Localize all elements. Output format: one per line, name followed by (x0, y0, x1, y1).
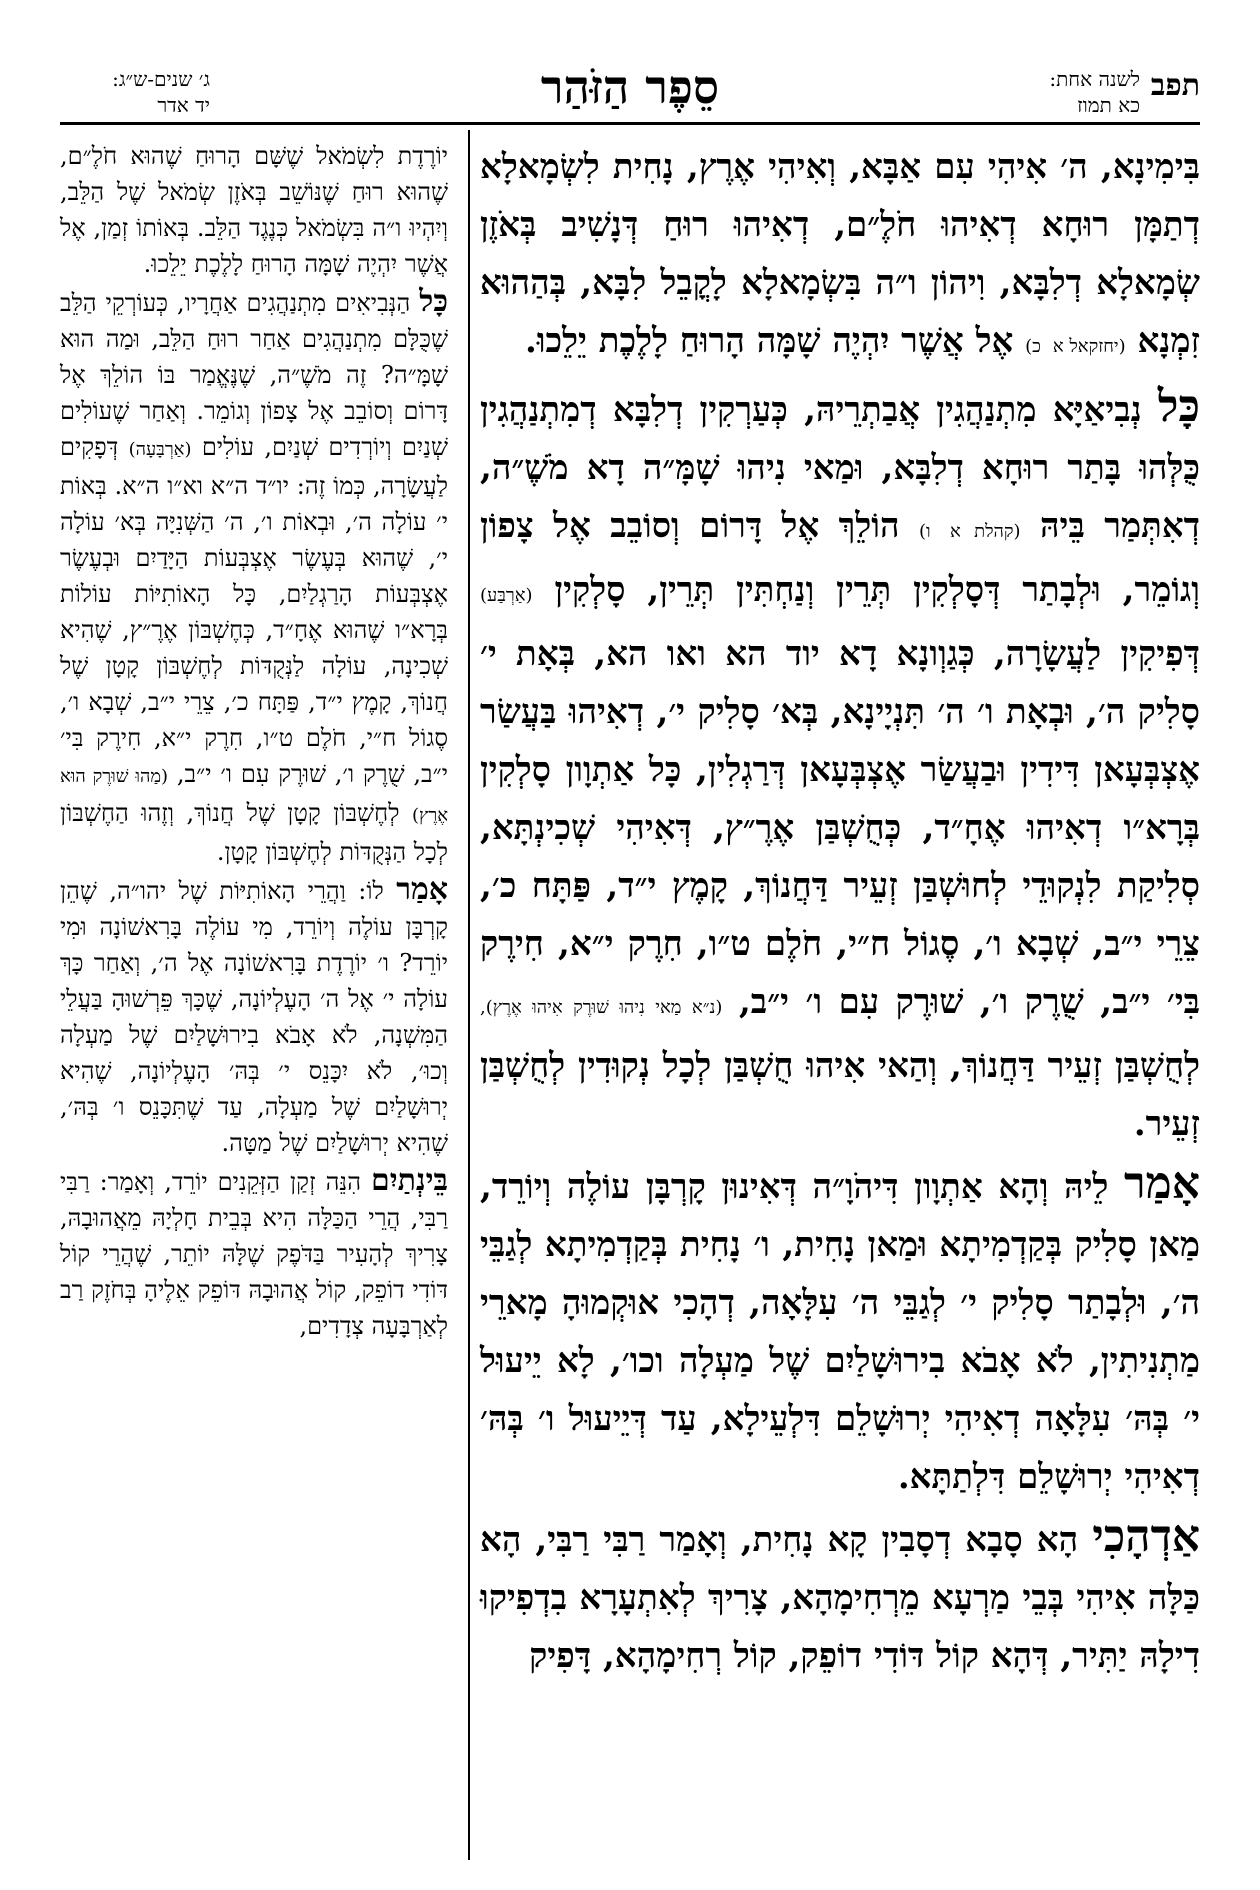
verse-number: ו) (918, 521, 931, 542)
translation-column (60, 138, 448, 1346)
source-reference: (קהלת א (950, 521, 1021, 542)
text-variant-note: (אַרְבַּע) (480, 585, 533, 606)
schedule-left-line1: ג׳ שנים-ש״ג: (112, 67, 210, 91)
page-number: תפב (1150, 68, 1200, 103)
opening-word: בֵּינְתַיִם (371, 1163, 448, 1198)
main-text-column (480, 138, 1200, 1687)
opening-word: כָּל (1157, 381, 1201, 432)
opening-word: כָּל (419, 284, 448, 319)
opening-word: אָמַר (396, 872, 448, 907)
verse-quote: אֶל אֲשֶׁר יִהְיֶה שָׁמָּה הָרוּחַ לָלֶכֶת יֵלֵכוּ. (525, 321, 1014, 361)
main-paragraph-1: בִּימִינָא, ה׳ אִיהִי עִם אַבָּא, וְאִיהִי אֶרֶץ, נָחִית לִשְׂמָאלָא דְתַמָּן רוּחָא דְאִיהוּ חֹלֶ״ם, דְאִיהוּ רוּחַ דְּנָשִׁיב בְּאֹזֶן שְׂמָאלָא דְלִבָּא, וִיהוֹן ו״ה בִּשְׂמָאלָא לָקֳבֵל לִבָּא, בְּהַהוּא זִמְנָא (יחזקאל א כ) אֶל אֲשֶׁר יִהְיֶה שָׁמָּה הָרוּחַ לָלֶכֶת יֵלֵכוּ. (480, 147, 1200, 361)
column-divider (468, 130, 470, 1860)
schedule-right-line1: לשנה אחת: (1049, 67, 1140, 91)
opening-word: אָמַר (1124, 1158, 1200, 1209)
text-variant-note: (נ״א מַאי נִיהוּ שׁוּרֶק אִיהוּ אֶרֶץ), (480, 997, 723, 1018)
translation-paragraph-4: בֵּינְתַיִם הִנֵּה זְקַן הַזְּקֵנִים יוֹרֵד, וְאָמַר: רַבִּי רַבִּי, הֲרֵי הַכַּלָּה הִיא בְּבֵית חָלְיָהּ מֵאֲהוּבָהּ, צָרִיךְ לְהָעִיר בַּדֹּפֶק שֶׁלָּהּ יוֹתֵר, שֶׁהֲרֵי קוֹל דּוֹדִי דוֹפֵק, קוֹל אֲהוּבָהּ דּוֹפֵק אֵלֶיהָ בְּחֹזֶק רַב לְאַרְבָּעָה צְדָדִים, (60, 1163, 448, 1340)
translation-paragraph-2: כָּל הַנְּבִיאִים מִתְנַהֲגִים אַחֲרָיו, כְּעוֹרְקֵי הַלֵּב שֶׁכֻּלָּם מִתְנַהֲגִים אַחַר רוּחַ הַלֵּב, וּמַה הוּא שָׁמָּ״ה? זֶה מֹשֶׁ״ה, שֶׁנֶּאֱמַר בּוֹ הוֹלֵךְ אֶל דָּרוֹם וְסוֹבֵב אֶל צָפוֹן וְגוֹמֵר. וְאַחַר שֶׁעוֹלִים שְׁנַיִם וְיוֹרְדִים שְׁנַיִם, עוֹלִים (אַרְבָּעָה) דְּפָקִים לַעֲשָׂרָה, כְּמוֹ זֶה: יו״ד ה״א וא״ו ה״א. בְּאוֹת י׳ עוֹלָה ה׳, וּבְאוֹת ו׳, ה׳ הַשְּׁנִיָּה בְּא׳ עוֹלָה י׳, שֶׁהוּא בְּעֶשֶׂר אֶצְבְּעוֹת הַיָּדַיִם וּבְעֶשֶׂר אֶצְבְּעוֹת הָרַגְלַיִם, כָּל הָאוֹתִיּוֹת עוֹלוֹת בְּרָא״ו שֶׁהוּא אֶחָ״ד, כְּחֶשְׁבּוֹן אֶרֶ״ץ, שֶׁהִיא שְׁכִינָה, עוֹלָה לַנְּקֻדּוֹת לְחֶשְׁבּוֹן קָטָן שֶׁל חֲנוֹךְ, קָמֶץ י״ד, פַּתָּח כ׳, צֵרֵי י״ב, שְׁבָא ו׳, סֶגוֹל ח״י, חֹלֶם ט״ו, חִרֶק י״א, חִירֶק בִּי׳ י״ב, שֻׁרֶק ו׳, שׁוּרֶק עִם ו׳ י״ב, (מַהוּ שׁוּרֶק הוּא אֶרֶץ) לְחֶשְׁבּוֹן קָטָן שֶׁל חֲנוֹךְ, וְזֶהוּ הַחֶשְׁבּוֹן לְכָל הַנְּקֻדּוֹת לְחֶשְׁבּוֹן קָטָן. (60, 284, 448, 866)
translation-paragraph-3: אָמַר לוֹ: וַהֲרֵי הָאוֹתִיּוֹת שֶׁל יהו״ה, שֶׁהֵן קָרְבָּן עוֹלֶה וְיוֹרֵד, מִי עוֹלֶה בָּרִאשׁוֹנָה וּמִי יוֹרֵד? ו׳ יוֹרֶדֶת בָּרִאשׁוֹנָה אֶל ה׳, וְאַחַר כָּךְ עוֹלָה י׳ אֶל ה׳ הָעֶלְיוֹנָה, שֶׁכָּךְ פֵּרְשׁוּהָ בַּעֲלֵי הַמִּשְׁנָה, לֹא אָבֹא בִירוּשָׁלַיִם שֶׁל מַעְלָה וְכוּ׳, לֹא יִכָּנֵס י׳ בְּהּ׳ הָעֶלְיוֹנָה, שֶׁהִיא יְרוּשָׁלַיִם שֶׁל מַעְלָה, עַד שֶׁתִּכָּנֵס ו׳ בְּהּ׳, שֶׁהִיא יְרוּשָׁלַיִם שֶׁל מַטָּה. (60, 872, 448, 1157)
schedule-left-line2: יד אדר (157, 93, 210, 117)
main-paragraph-3: אָמַר לֵיהּ וְהָא אַתְוָון דִּיהֹוָ״ה דְּאִינוּן קָרְבָּן עוֹלֶה וְיוֹרֵד, מַאן סָלִיק בְּקַדְמִיתָא וּמַאן נָחִית, ו׳ נָחִית בְּקַדְמִיתָא לְגַבֵּי ה׳, וּלְבָתַר סָלִיק י׳ לְגַבֵּי ה׳ עִלָּאָה, דְהָכִי אוּקְמוּהָ מָארֵי מַתְנִיתִין, לֹא אָבֹא בִירוּשָׁלַיִם שֶׁל מַעְלָה וכו׳, לָא יֵיעוּל י׳ בְּהּ׳ עִלָּאָה דְאִיהִי יְרוּשָׁלֵם דִּלְעֵילָא, עַד דְּיֵיעוּל ו׳ בְּהּ׳ דְאִיהִי יְרוּשָׁלֵם דִּלְתַתָּא. (480, 1158, 1200, 1497)
opening-word: אַדְהָכִי (1092, 1511, 1201, 1562)
translation-paragraph-1: יוֹרֶדֶת לִשְׂמֹאל שֶׁשָּׁם הָרוּחַ שֶׁהוּא חֹלֶ״ם, שֶׁהוּא רוּחַ שֶׁנּוֹשֵׁב בְּאֹזֶן שְׂמֹאל שֶׁל הַלֵּב, וְיִהְיוּ ו״ה בִּשְׂמֹאל כְּנֶגֶד הַלֵּב. בְּאוֹתוֹ זְמַן, אֶל אֲשֶׁר יִהְיֶה שָׁמָּה הָרוּחַ לָלֶכֶת יֵלֵכוּ. (60, 142, 448, 278)
main-paragraph-2: כָּל נְבִיאַיָּא מִתְנַהֲגִין אֲבַתְרֵיהּ, כְּעַרְקִין דְלִבָּא דְמִתְנַהֲגִין כֻּלְּהוּ בָּתַר רוּחָא דְלִבָּא, וּמַאי נִיהוּ שָׁמָּ״ה דָא מֹשֶׁ״ה, דְאִתְּמַר בֵּיהּ (קהלת א ו) הוֹלֵךְ אֶל דָּרוֹם וְסוֹבֵב אֶל צָפוֹן וְגוֹמֵר, וּלְבָתַר דְּסָלְקִין תְּרֵין וְנַחְתִּין תְּרֵין, סָלְקִין (אַרְבַּע) דְּפִיקִין לַעֲשָׂרָה, כְּגַוְונָא דָא יוד הא ואו הא, בְּאָת י׳ סָלִיק ה׳, וּבְאָת ו׳ ה׳ תִּנְיָינָא, בְּא׳ סָלִיק י׳, דְאִיהוּ בַּעֲשַׂר אֶצְבְּעָאן דִּידִין וּבַעֲשַׂר אֶצְבְּעָאן דְּרַגְלִין, כָּל אַתְוָון סָלְקִין בְּרָא״ו דְאִיהוּ אֶחָ״ד, כְּחֻשְׁבַּן אֶרֶ״ץ, דְּאִיהִי שְׁכִינְתָּא, סְלִיקַת לִנְקוּדֵי לְחוּשְׁבַּן זְעֵיר דַּחֲנוֹךְ, קָמֶץ י״ד, פַּתָּח כ׳, צֵרֵי י״ב, שְׁבָא ו׳, סֶגוֹל ח״י, חֹלֶם ט״ו, חִרֶק י״א, חִירֶק בִּי׳ י״ב, שֻׁרֶק ו׳, שׁוּרֶק עִם ו׳ י״ב, (נ״א מַאי נִיהוּ שׁוּרֶק אִיהוּ אֶרֶץ), לְחֻשְׁבַּן זְעֵיר דַּחֲנוֹךְ, וְהַאי אִיהוּ חֻשְׁבַּן לְכָל נְקוּדִין לְחֻשְׁבַּן זְעֵיר. (480, 381, 1201, 1144)
page-header (60, 60, 1200, 122)
text-variant-note: (מַהוּ שׁוּרֶק הוּא אֶרֶץ) (60, 766, 448, 826)
main-paragraph-4: אַדְהָכִי הָא סָבָא דְסָבִין קָא נָחִית, וְאָמַר רַבִּי רַבִּי, הָא כַּלָּה אִיהִי בְּבֵי מַרְעָא מֵרְחִימָהָא, צָרִיךְ לְאִתְעָרָא בִדְפִיקוּ דִילָהּ יַתִּיר, דְּהָא קוֹל דּוֹדִי דוֹפֵק, קוֹל רְחִימָהָא, דָּפִיק (480, 1511, 1201, 1676)
header-divider (60, 122, 1200, 125)
text-variant-note: (אַרְבָּעָה) (128, 439, 192, 460)
schedule-left (60, 66, 210, 118)
book-title: סֵפֶר הַזֹּהַר (540, 60, 720, 114)
verse-number: כ) (1025, 336, 1041, 357)
source-reference: (יחזקאל א (1052, 336, 1126, 357)
schedule-right-line2: כא תמוז (1077, 93, 1140, 117)
